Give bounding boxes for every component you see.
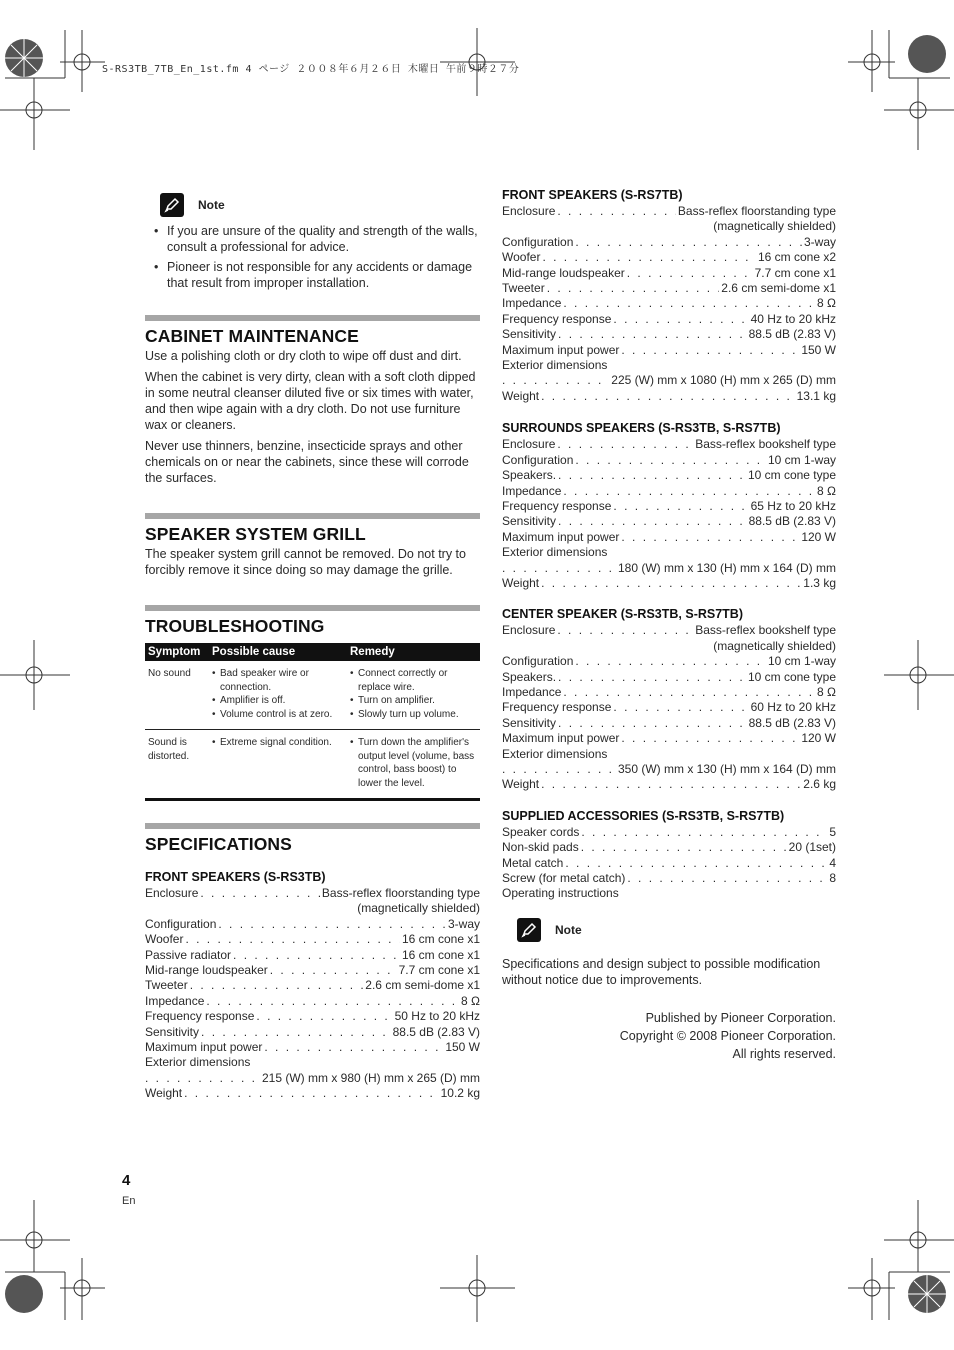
spec-row <box>502 250 836 265</box>
spec-row <box>502 514 836 529</box>
spec-label: Enclosure <box>502 623 556 638</box>
remedy-item: • Turn on amplifier. <box>350 694 477 708</box>
spec-value-cont: (magnetically shielded) <box>713 638 836 653</box>
grill-paragraph: The speaker system grill cannot be removed. Do not try to forcibly remove it since doing so may damage the grille. <box>145 547 466 577</box>
right-column <box>502 188 836 1063</box>
remedy-cell <box>347 730 480 800</box>
spec-label: Non-skid pads <box>502 840 579 855</box>
spec-row <box>145 1086 480 1101</box>
spec-label: Tweeter <box>145 978 188 993</box>
spec-row <box>502 235 836 250</box>
spec-heading-front-rs7tb: FRONT SPEAKERS (S-RS7TB) <box>502 188 683 202</box>
spec-value: 180 (W) mm x 130 (H) mm x 164 (D) mm <box>617 560 836 575</box>
spec-row <box>145 932 480 947</box>
spec-label: Screw (for metal catch) <box>502 871 626 886</box>
file-header: S-RS3TB_7TB_En_1st.fm 4 ページ ２００８年６月２６日 木曜日 午前９時２７分 <box>102 64 520 75</box>
spec-value: 10.2 kg <box>440 1086 480 1101</box>
spec-label: Sensitivity <box>502 327 557 342</box>
note-box <box>502 918 836 942</box>
section-bar <box>145 823 480 829</box>
spec-value: 8 Ω <box>461 993 480 1008</box>
spec-label: Metal catch <box>502 855 564 870</box>
spec-row <box>145 1009 480 1024</box>
spec-label: Impedance <box>145 993 205 1008</box>
publisher-line: Published by Pioneer Corporation. <box>645 1010 836 1025</box>
spec-label: Woofer <box>145 932 184 947</box>
spec-value: 16 cm cone x1 <box>401 947 480 962</box>
section-title-specifications: SPECIFICATIONS <box>145 834 292 854</box>
spec-value: 50 Hz to 20 kHz <box>394 1009 480 1024</box>
spec-label: Maximum input power <box>145 1040 263 1055</box>
spec-row <box>502 296 836 311</box>
table-header-row <box>145 643 480 661</box>
spec-value: 350 (W) mm x 130 (H) mm x 164 (D) mm <box>617 762 836 776</box>
note-box <box>145 193 480 217</box>
spec-label: Sensitivity <box>145 1024 200 1039</box>
spec-value: 20 (1set) <box>788 840 836 855</box>
spec-row <box>502 716 836 731</box>
symptom-cell: Sound is distorted. <box>145 730 209 800</box>
spec-row <box>502 453 836 468</box>
spec-label: Enclosure <box>502 437 556 452</box>
spec-value: 7.7 cm cone x1 <box>754 265 836 280</box>
spec-row <box>502 856 836 871</box>
spec-value: 65 Hz to 20 kHz <box>750 498 836 513</box>
spec-label: Weight <box>502 388 540 403</box>
cause-item: • Extreme signal condition. <box>212 736 344 750</box>
spec-label: Speakers. <box>502 468 557 483</box>
spec-label: Weight <box>145 1086 183 1101</box>
spec-value: 215 (W) mm x 980 (H) mm x 265 (D) mm <box>261 1070 480 1085</box>
spec-value: 88.5 dB (2.83 V) <box>748 715 836 730</box>
spec-value: 16 cm cone x1 <box>401 932 480 947</box>
spec-value: 2.6 cm semi-dome x1 <box>721 281 836 296</box>
spec-row <box>502 623 836 638</box>
cause-item: • Amplifier is off. <box>212 694 344 708</box>
note-title: Note <box>198 198 225 212</box>
table-header: Possible cause <box>209 643 347 661</box>
spec-label: Sensitivity <box>502 514 557 529</box>
spec-row <box>502 468 836 483</box>
spec-value: 150 W <box>801 342 836 357</box>
spec-value: 40 Hz to 20 kHz <box>750 311 836 326</box>
remedy-item: • Connect correctly or replace wire. <box>350 667 477 694</box>
spec-value: 8 Ω <box>817 483 836 498</box>
remedy-item: • Turn down the amplifier's output level (volume, bass control, bass boost) to lower the level. <box>350 736 477 790</box>
spec-label: Exterior dimensions <box>502 358 608 373</box>
spec-rows <box>502 437 836 545</box>
cause-cell <box>209 661 347 730</box>
spec-value: 2.6 kg <box>803 777 836 792</box>
spec-value: 3-way <box>447 916 480 931</box>
spec-row <box>502 670 836 685</box>
spec-label: Weight <box>502 575 540 590</box>
spec-row <box>502 437 836 452</box>
troubleshooting-table <box>145 643 480 801</box>
spec-label: Frequency response <box>145 1009 255 1024</box>
spec-row <box>145 917 480 932</box>
spec-label: Frequency response <box>502 700 612 715</box>
page-number: 4 <box>122 1172 131 1189</box>
page-language: En <box>122 1195 136 1207</box>
spec-row <box>145 1025 480 1040</box>
spec-label: Weight <box>502 777 540 792</box>
spec-row <box>502 266 836 281</box>
spec-label: Speakers. <box>502 669 557 684</box>
spec-label: Tweeter <box>502 281 545 296</box>
spec-value: 7.7 cm cone x1 <box>398 963 480 978</box>
spec-row <box>502 499 836 514</box>
spec-label: Configuration <box>502 234 574 249</box>
spec-value: 10 cm cone type <box>747 468 836 483</box>
table-row <box>145 730 480 800</box>
table-header: Symptom <box>145 643 209 661</box>
section-bar <box>145 605 480 611</box>
spec-row <box>502 343 836 358</box>
spec-label: Mid-range loudspeaker <box>502 265 625 280</box>
spec-heading-front-rs3tb: FRONT SPEAKERS (S-RS3TB) <box>145 870 326 884</box>
spec-row <box>502 530 836 545</box>
spec-value: 5 <box>829 824 836 839</box>
spec-value: 10 cm 1-way <box>767 452 836 467</box>
pencil-note-icon <box>517 918 541 942</box>
spec-heading-center: CENTER SPEAKER (S-RS3TB, S-RS7TB) <box>502 607 743 622</box>
spec-heading-surrounds: SURROUNDS SPEAKERS (S-RS3TB, S-RS7TB) <box>502 421 781 436</box>
spec-row <box>502 312 836 327</box>
spec-label: Exterior dimensions <box>502 746 608 761</box>
spec-value: 120 W <box>801 529 836 544</box>
table-row <box>145 661 480 730</box>
note-text: Specifications and design subject to possible modification without notice due to improvements. <box>502 956 821 987</box>
spec-value: 1.3 kg <box>803 575 836 590</box>
remedy-item: • Slowly turn up volume. <box>350 708 477 722</box>
spec-row <box>502 576 836 591</box>
note-bullet: • If you are unsure of the quality and strength of the walls, consult a professional for advice. <box>145 223 480 255</box>
note-title: Note <box>555 922 582 937</box>
spec-label: Maximum input power <box>502 529 620 544</box>
spec-value: 8 Ω <box>817 296 836 311</box>
spec-value: 2.6 cm semi-dome x1 <box>365 978 480 993</box>
spec-value: 60 Hz to 20 kHz <box>750 700 836 715</box>
spec-label: Speaker cords <box>502 824 580 839</box>
spec-label: Configuration <box>145 916 217 931</box>
cabinet-paragraph: Use a polishing cloth or dry cloth to wipe off dust and dirt. <box>145 349 462 363</box>
spec-value: 225 (W) mm x 1080 (H) mm x 265 (D) mm <box>611 373 836 388</box>
spec-row <box>145 1071 480 1086</box>
spec-label: Exterior dimensions <box>502 545 608 560</box>
spec-row <box>502 327 836 342</box>
cabinet-paragraph: When the cabinet is very dirty, clean with a soft cloth dipped in some neutral cleanser diluted five or six times with water, and then wipe again with a dry cloth. Do not use furniture wax or cleaners. <box>145 370 476 432</box>
spec-value: 88.5 dB (2.83 V) <box>748 514 836 529</box>
spec-row <box>502 762 836 777</box>
spec-rows <box>502 654 836 746</box>
spec-row <box>145 994 480 1009</box>
spec-row <box>502 871 836 886</box>
note-heading <box>160 193 480 217</box>
spec-value: 4 <box>829 855 836 870</box>
spec-value: 10 cm cone type <box>747 669 836 684</box>
spec-label: Enclosure <box>502 204 556 218</box>
spec-rows <box>502 825 836 887</box>
spec-value: Bass-reflex floorstanding type <box>677 204 836 218</box>
spec-label: Woofer <box>502 250 541 265</box>
spec-value: 13.1 kg <box>796 388 836 403</box>
spec-value: Bass-reflex bookshelf type <box>695 623 836 638</box>
spec-label: Mid-range loudspeaker <box>145 963 268 978</box>
spec-value: 120 W <box>801 731 836 746</box>
spec-label: Maximum input power <box>502 731 620 746</box>
spec-value: 8 Ω <box>817 684 836 699</box>
spec-label: Passive radiator <box>145 947 232 962</box>
spec-label: Maximum input power <box>502 342 620 357</box>
spec-row <box>145 978 480 993</box>
spec-label: Frequency response <box>502 311 612 326</box>
spec-value: 88.5 dB (2.83 V) <box>748 327 836 342</box>
spec-value: 150 W <box>445 1040 480 1055</box>
cabinet-paragraph: Never use thinners, benzine, insecticide sprays and other chemicals on or near the cabinets, since these will corrode the surfaces. <box>145 439 469 485</box>
spec-heading-accessories: SUPPLIED ACCESSORIES (S-RS3TB, S-RS7TB) <box>502 808 785 823</box>
spec-value: 10 cm 1-way <box>767 654 836 669</box>
spec-row <box>502 825 836 840</box>
left-column <box>145 193 480 1102</box>
spec-row <box>502 731 836 746</box>
cause-item: • Volume control is at zero. <box>212 708 344 722</box>
spec-row <box>502 700 836 715</box>
section-title-grill: SPEAKER SYSTEM GRILL <box>145 524 366 544</box>
pencil-note-icon <box>160 193 184 217</box>
spec-row <box>502 204 836 219</box>
spec-label: Configuration <box>502 654 574 669</box>
spec-row <box>502 777 836 792</box>
table-header: Remedy <box>347 643 480 661</box>
spec-label: Impedance <box>502 296 562 311</box>
spec-value: 88.5 dB (2.83 V) <box>392 1024 480 1039</box>
spec-label: Exterior dimensions <box>145 1055 251 1070</box>
note-bullet: • Pioneer is not responsible for any accidents or damage that result from improper installation. <box>145 259 480 291</box>
spec-value: Bass-reflex floorstanding type <box>321 886 480 900</box>
spec-label: Configuration <box>502 452 574 467</box>
note-heading <box>517 918 836 942</box>
spec-label: Sensitivity <box>502 715 557 730</box>
remedy-cell <box>347 661 480 730</box>
copyright-line: Copyright © 2008 Pioneer Corporation. <box>619 1028 836 1043</box>
symptom-cell: No sound <box>145 661 209 730</box>
cause-item: • Bad speaker wire or connection. <box>212 667 344 694</box>
section-title-cabinet: CABINET MAINTENANCE <box>145 326 359 346</box>
spec-row <box>145 1040 480 1055</box>
spec-value-cont: (magnetically shielded) <box>357 901 480 916</box>
spec-row <box>502 685 836 700</box>
spec-label: Frequency response <box>502 498 612 513</box>
spec-rows <box>502 235 836 358</box>
rights-line: All rights reserved. <box>732 1046 836 1061</box>
spec-value-cont: (magnetically shielded) <box>713 219 836 234</box>
spec-label: Impedance <box>502 684 562 699</box>
spec-label: Enclosure <box>145 886 199 900</box>
spec-value: 16 cm cone x2 <box>757 250 836 265</box>
spec-row <box>145 886 480 901</box>
spec-row <box>145 948 480 963</box>
cause-cell <box>209 730 347 800</box>
spec-rows <box>145 917 480 1056</box>
spec-row <box>502 484 836 499</box>
spec-label: Operating instructions <box>502 886 619 901</box>
spec-value: Bass-reflex bookshelf type <box>695 437 836 452</box>
section-bar <box>145 315 480 321</box>
section-bar <box>145 513 480 519</box>
section-title-troubleshooting: TROUBLESHOOTING <box>145 616 325 636</box>
spec-row <box>502 281 836 296</box>
spec-value: 3-way <box>803 234 836 249</box>
spec-label: Impedance <box>502 483 562 498</box>
spec-row <box>502 389 836 404</box>
spec-row <box>502 840 836 855</box>
spec-row <box>502 561 836 576</box>
spec-row <box>145 963 480 978</box>
spec-row <box>502 373 836 388</box>
spec-row <box>502 654 836 669</box>
spec-value: 8 <box>829 871 836 886</box>
